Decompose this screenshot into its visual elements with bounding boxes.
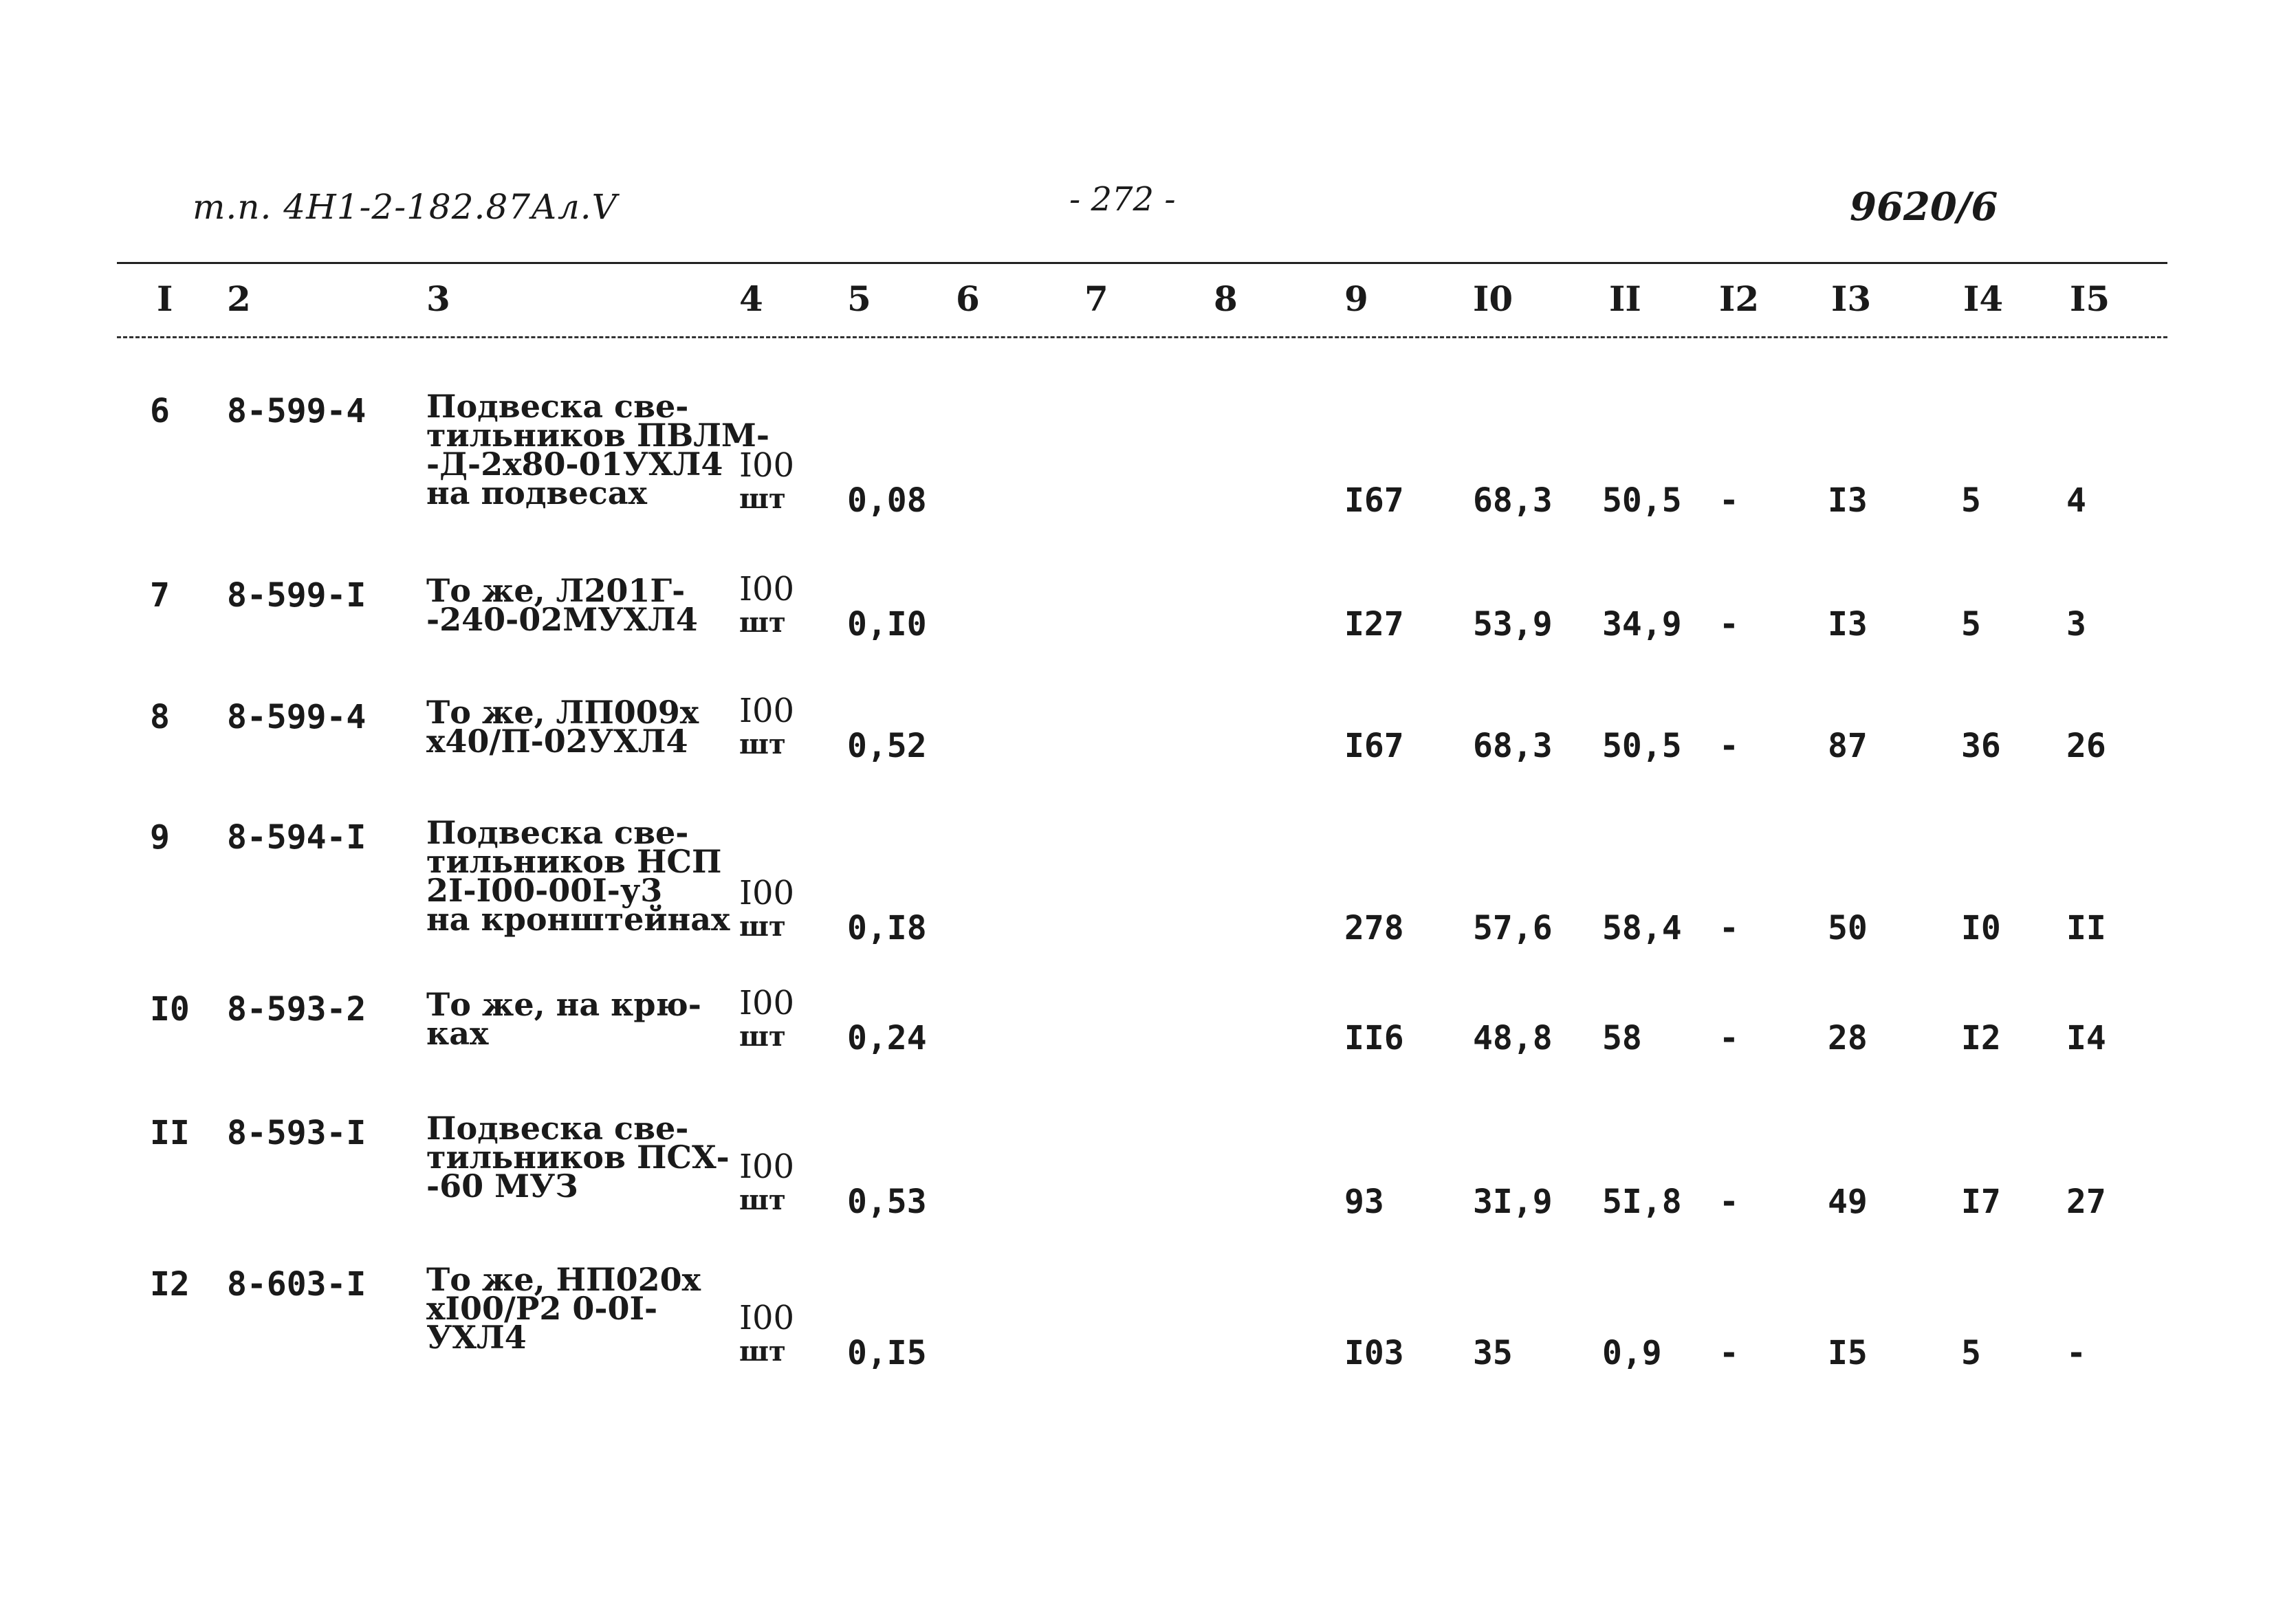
value-c13: 49 bbox=[1828, 1183, 1868, 1221]
unit-of-measure bbox=[739, 1299, 795, 1368]
value-qty: 0,53 bbox=[847, 1183, 927, 1221]
value-c9: I67 bbox=[1344, 727, 1404, 765]
value-c15: 4 bbox=[2066, 481, 2086, 520]
row-number: 9 bbox=[150, 818, 170, 857]
column-header-3: 3 bbox=[426, 278, 450, 319]
rate-code: 8-603-I bbox=[227, 1265, 367, 1304]
unit-quantity: I00 bbox=[739, 874, 795, 912]
value-c15: 3 bbox=[2066, 605, 2086, 644]
value-qty: 0,24 bbox=[847, 1019, 927, 1057]
column-header-11: II bbox=[1609, 278, 1641, 319]
sheet-number: 9620/6 bbox=[1850, 184, 1998, 230]
row-number: 6 bbox=[150, 392, 170, 430]
value-c15: 26 bbox=[2066, 727, 2106, 765]
value-qty: 0,I8 bbox=[847, 909, 927, 947]
unit-of-measure bbox=[739, 984, 795, 1053]
value-c9: I67 bbox=[1344, 481, 1404, 520]
value-c15: 27 bbox=[2066, 1183, 2106, 1221]
value-c10: 53,9 bbox=[1473, 605, 1553, 644]
column-header-5: 5 bbox=[847, 278, 871, 319]
column-header-7: 7 bbox=[1084, 278, 1108, 319]
rate-code: 8-599-4 bbox=[227, 392, 367, 430]
value-c11: 34,9 bbox=[1602, 605, 1682, 644]
value-c11: 50,5 bbox=[1602, 481, 1682, 520]
unit-quantity: I00 bbox=[739, 446, 795, 485]
value-c9: I27 bbox=[1344, 605, 1404, 644]
value-c11: 58 bbox=[1602, 1019, 1642, 1057]
unit-label: шт bbox=[739, 1184, 786, 1216]
value-c13: I3 bbox=[1828, 605, 1868, 644]
value-c14: I0 bbox=[1961, 909, 2001, 947]
unit-label: шт bbox=[739, 910, 786, 943]
column-header-12: I2 bbox=[1719, 278, 1760, 319]
value-c10: 68,3 bbox=[1473, 727, 1553, 765]
unit-label: шт bbox=[739, 606, 786, 639]
value-c10: 68,3 bbox=[1473, 481, 1553, 520]
unit-label: шт bbox=[739, 1020, 786, 1053]
value-c14: 5 bbox=[1961, 481, 1981, 520]
work-description: То же, ЛП009х х40/П-02УХЛ4 bbox=[426, 694, 699, 760]
value-c12: - bbox=[1719, 605, 1739, 644]
table-header-rule bbox=[117, 336, 2167, 338]
column-header-10: I0 bbox=[1473, 278, 1513, 319]
unit-label: шт bbox=[739, 1335, 786, 1368]
value-c10: 3I,9 bbox=[1473, 1183, 1553, 1221]
column-header-2: 2 bbox=[227, 278, 251, 319]
value-c12: - bbox=[1719, 1334, 1739, 1372]
value-c15: - bbox=[2066, 1334, 2086, 1372]
document-code: т.п. 4Н1-2-182.87Ал.V bbox=[193, 187, 617, 227]
value-c10: 48,8 bbox=[1473, 1019, 1553, 1057]
value-c11: 0,9 bbox=[1602, 1334, 1662, 1372]
value-c12: - bbox=[1719, 481, 1739, 520]
value-c14: 5 bbox=[1961, 1334, 1981, 1372]
work-description: Подвеска све- тильников ПВЛМ- -Д-2х80-01УХЛ4 на подвесах bbox=[426, 388, 769, 512]
value-qty: 0,I0 bbox=[847, 605, 927, 644]
value-c15: I4 bbox=[2066, 1019, 2106, 1057]
value-c10: 57,6 bbox=[1473, 909, 1553, 947]
column-header-6: 6 bbox=[956, 278, 980, 319]
column-header-9: 9 bbox=[1344, 278, 1368, 319]
value-c14: I2 bbox=[1961, 1019, 2001, 1057]
row-number: 8 bbox=[150, 698, 170, 736]
value-c12: - bbox=[1719, 727, 1739, 765]
value-c14: 36 bbox=[1961, 727, 2001, 765]
column-header-8: 8 bbox=[1214, 278, 1238, 319]
unit-quantity: I00 bbox=[739, 1148, 795, 1186]
value-c9: II6 bbox=[1344, 1019, 1404, 1057]
unit-quantity: I00 bbox=[739, 1299, 795, 1337]
value-c10: 35 bbox=[1473, 1334, 1513, 1372]
unit-of-measure bbox=[739, 446, 795, 515]
value-qty: 0,52 bbox=[847, 727, 927, 765]
table-top-rule bbox=[117, 262, 2167, 264]
unit-quantity: I00 bbox=[739, 984, 795, 1022]
page-number: - 272 - bbox=[1069, 180, 1176, 219]
row-number: II bbox=[150, 1114, 190, 1152]
value-qty: 0,08 bbox=[847, 481, 927, 520]
rate-code: 8-599-4 bbox=[227, 698, 367, 736]
value-c9: 278 bbox=[1344, 909, 1404, 947]
value-c14: 5 bbox=[1961, 605, 1981, 644]
value-c12: - bbox=[1719, 909, 1739, 947]
row-number: I2 bbox=[150, 1265, 190, 1304]
value-c11: 50,5 bbox=[1602, 727, 1682, 765]
row-number: I0 bbox=[150, 990, 190, 1029]
value-c13: I5 bbox=[1828, 1334, 1868, 1372]
value-c14: I7 bbox=[1961, 1183, 2001, 1221]
unit-of-measure bbox=[739, 570, 795, 639]
work-description: Подвеска све- тильников ПСХ- -60 МУЗ bbox=[426, 1110, 730, 1205]
value-c11: 58,4 bbox=[1602, 909, 1682, 947]
value-c13: I3 bbox=[1828, 481, 1868, 520]
rate-code: 8-599-I bbox=[227, 576, 367, 615]
value-c15: II bbox=[2066, 909, 2106, 947]
column-header-13: I3 bbox=[1831, 278, 1872, 319]
value-c12: - bbox=[1719, 1183, 1739, 1221]
unit-quantity: I00 bbox=[739, 692, 795, 730]
column-header-4: 4 bbox=[739, 278, 763, 319]
rate-code: 8-594-I bbox=[227, 818, 367, 857]
work-description: То же, НП020х хI00/Р2 0-0I- УХЛ4 bbox=[426, 1261, 701, 1356]
work-description: То же, на крю- ках bbox=[426, 986, 701, 1052]
value-c12: - bbox=[1719, 1019, 1739, 1057]
rate-code: 8-593-2 bbox=[227, 990, 367, 1029]
work-description: То же, Л201Г- -240-02МУХЛ4 bbox=[426, 572, 698, 638]
unit-of-measure bbox=[739, 692, 795, 760]
unit-of-measure bbox=[739, 1148, 795, 1216]
work-description: Подвеска све- тильников НСП 2I-I00-00I-у3 на кронштейнах bbox=[426, 814, 730, 938]
value-c9: I03 bbox=[1344, 1334, 1404, 1372]
value-c13: 50 bbox=[1828, 909, 1868, 947]
rate-code: 8-593-I bbox=[227, 1114, 367, 1152]
value-c13: 87 bbox=[1828, 727, 1868, 765]
column-header-14: I4 bbox=[1963, 278, 2004, 319]
value-qty: 0,I5 bbox=[847, 1334, 927, 1372]
row-number: 7 bbox=[150, 576, 170, 615]
value-c9: 93 bbox=[1344, 1183, 1384, 1221]
column-header-15: I5 bbox=[2070, 278, 2110, 319]
unit-quantity: I00 bbox=[739, 570, 795, 608]
value-c11: 5I,8 bbox=[1602, 1183, 1682, 1221]
unit-of-measure bbox=[739, 874, 795, 943]
column-header-1: I bbox=[157, 278, 173, 319]
unit-label: шт bbox=[739, 728, 786, 760]
unit-label: шт bbox=[739, 483, 786, 515]
value-c13: 28 bbox=[1828, 1019, 1868, 1057]
